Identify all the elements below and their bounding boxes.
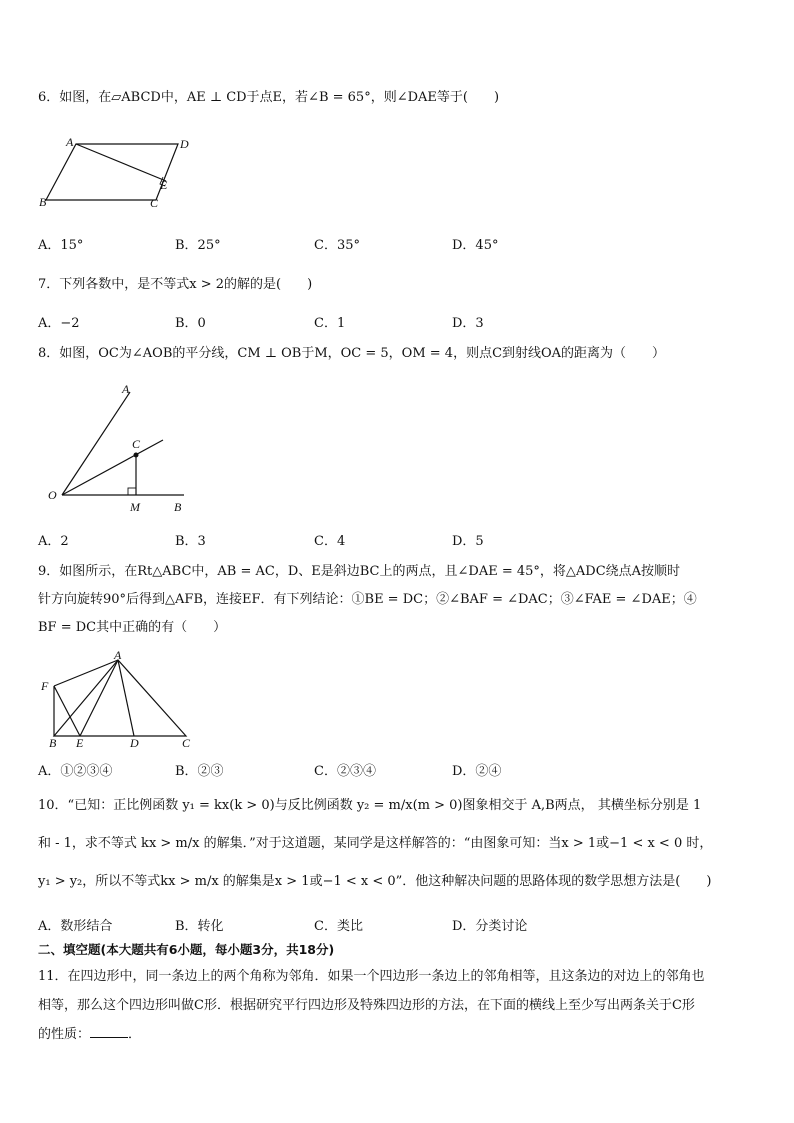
- label-a: A: [122, 382, 130, 396]
- option-b[interactable]: B．②③: [175, 764, 224, 779]
- segment-af: [54, 660, 118, 686]
- question-10-line-3: y₁ > y₂，所以不等式kx > m/x 的解集是x > 1或−1 < x < 0”．他这种解决问题的思路体现的数学思想方法是( ): [38, 874, 712, 890]
- question-11-line-2: 相等，那么这个四边形叫做C形．根据研究平行四边形及特殊四边形的方法，在下面的横线上至少写出两条关于C形: [38, 997, 695, 1013]
- question-11-end: ．: [128, 1026, 142, 1042]
- question-7-text: 7．下列各数中，是不等式x > 2的解的是( ): [38, 277, 313, 292]
- label-c: C: [150, 196, 159, 210]
- question-8-options: [38, 530, 758, 548]
- label-c: C: [182, 736, 191, 750]
- question-9-line-1: 9．如图所示，在Rt△ABC中，AB = AC，D、E是斜边BC上的两点，且∠DAE = 45°，将△ADC绕点A按顺时: [38, 564, 681, 579]
- question-6-text: 6．如图，在▱ABCD中，AE ⊥ CD于点E，若∠B = 65°，则∠DAE等于( ): [38, 90, 500, 105]
- option-a[interactable]: A．15°: [38, 238, 84, 253]
- option-d[interactable]: D．45°: [452, 238, 499, 253]
- question-9-options: [38, 760, 758, 778]
- label-m: M: [130, 500, 140, 514]
- question-10-options: [38, 915, 758, 933]
- option-b[interactable]: B．25°: [175, 238, 221, 253]
- label-f: F: [41, 679, 49, 693]
- answer-blank[interactable]: [90, 1025, 128, 1038]
- label-d: D: [180, 137, 189, 151]
- label-a: A: [114, 648, 122, 662]
- question-6: [38, 88, 764, 108]
- right-angle-mark: [128, 488, 136, 495]
- ray-oc: [62, 440, 163, 495]
- option-c[interactable]: C．类比: [314, 919, 363, 934]
- option-a[interactable]: A．①②③④: [38, 764, 113, 779]
- question-8-text: 8．如图，OC为∠AOB的平分线，CM ⊥ OB于M，OC = 5，OM = 4，则点C到射线OA的距离为（ ）: [38, 346, 666, 361]
- question-9-line-3: BF = DC其中正确的有（ ）: [38, 620, 227, 636]
- question-11: [38, 966, 764, 1046]
- question-8: [38, 344, 764, 364]
- option-d[interactable]: D．3: [452, 316, 484, 331]
- question-7-options: [38, 312, 758, 330]
- option-d[interactable]: D．②④: [452, 764, 502, 779]
- option-c[interactable]: C．35°: [314, 238, 360, 253]
- label-b: B: [174, 500, 182, 514]
- parallelogram-abcd: [46, 144, 178, 200]
- option-b[interactable]: B．0: [175, 316, 206, 331]
- question-6-options: [38, 234, 758, 252]
- question-10: [38, 796, 764, 892]
- option-c[interactable]: C．4: [314, 534, 346, 549]
- option-a[interactable]: A．−2: [38, 316, 80, 331]
- ray-oa: [62, 392, 130, 495]
- question-11-line-1: 11．在四边形中，同一条边上的两个角称为邻角．如果一个四边形一条边上的邻角相等，且这条边的对边上的邻角也: [38, 969, 705, 984]
- option-b[interactable]: B．3: [175, 534, 206, 549]
- option-c[interactable]: C．②③④: [314, 764, 376, 779]
- question-11-line-3: 的性质：: [38, 1026, 91, 1042]
- figure-right-triangle: [36, 648, 200, 750]
- segment-ad: [118, 660, 134, 736]
- segment-ae: [76, 144, 166, 181]
- label-a: A: [66, 135, 74, 149]
- label-b: B: [39, 195, 47, 209]
- label-e: E: [160, 178, 168, 192]
- point-c: [134, 453, 139, 458]
- question-7: [38, 275, 764, 295]
- question-10-line-2: 和 - 1，求不等式 kx > m/x 的解集．”对于这道题，某同学是这样解答的：“由图象可知：当x > 1或−1 < x < 0 时，: [38, 836, 713, 852]
- label-d: D: [130, 736, 139, 750]
- figure-parallelogram: [36, 134, 196, 214]
- section-fill-in-header: 二、填空题(本大题共有6小题，每小题3分，共18分): [38, 942, 335, 957]
- option-a[interactable]: A．数形结合: [38, 919, 113, 934]
- figure-angle-bisector: [46, 380, 196, 516]
- option-c[interactable]: C．1: [314, 316, 346, 331]
- option-d[interactable]: D．分类讨论: [452, 919, 528, 934]
- label-c: C: [132, 437, 141, 451]
- segment-fe: [54, 686, 80, 736]
- option-b[interactable]: B．转化: [175, 919, 224, 934]
- question-9: [38, 562, 764, 638]
- option-a[interactable]: A．2: [38, 534, 69, 549]
- option-d[interactable]: D．5: [452, 534, 484, 549]
- label-b: B: [49, 736, 57, 750]
- question-9-line-2: 针方向旋转90°后得到△AFB，连接EF．有下列结论：①BE = DC；②∠BAF = ∠DAC；③∠FAE = ∠DAE；④: [38, 592, 697, 608]
- label-e: E: [76, 736, 84, 750]
- label-o: O: [48, 488, 57, 502]
- question-10-line-1: 10．“已知：正比例函数 y₁ = kx(k > 0)与反比例函数 y₂ = m/x(m > 0)图象相交于 A,B两点， 其横坐标分别是 1: [38, 798, 702, 813]
